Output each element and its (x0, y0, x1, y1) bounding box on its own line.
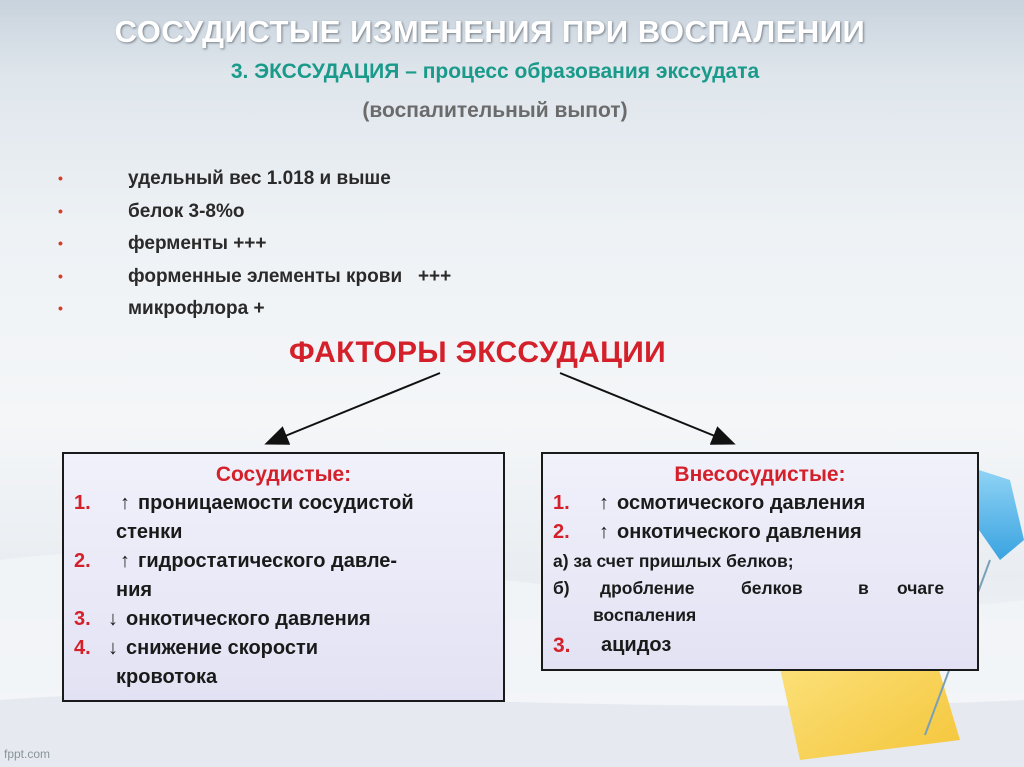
slide-subtitle: 3. ЭКССУДАЦИЯ – процесс образования экссудата (230, 60, 760, 83)
arrow-down-icon: ↓ (108, 637, 118, 659)
arrow-right (560, 373, 732, 443)
vascular-factors-box: Сосудистые: 1. ↑ проницаемости сосудистой стенки 2. ↑ гидростатического давле- ния 3. ↓ онкотического давления 4. ↓ снижение скорости кровотока (62, 452, 505, 702)
arrow-up-icon: ↑ (120, 550, 130, 572)
bullet-icon: • (58, 235, 63, 251)
vascular-title: Сосудистые: (215, 463, 352, 486)
bullet-icon: • (58, 170, 63, 186)
bullet-icon: • (58, 300, 63, 316)
bullet-icon: • (58, 267, 63, 284)
slide-title: СОСУДИСТЫЕ ИЗМЕНЕНИЯ ПРИ ВОСПАЛЕНИИ (114, 14, 866, 49)
watermark: fppt.com (4, 747, 51, 761)
arrow-up-icon: ↑ (599, 521, 609, 543)
arrow-up-icon: ↑ (120, 492, 130, 514)
arrow-left (268, 373, 440, 443)
bullet-icon: • (58, 202, 63, 219)
extravascular-title: Внесосудистые: (674, 463, 846, 486)
slide-subtitle-note: (воспалительный выпот) (362, 99, 628, 122)
extravascular-factors-box: Внесосудистые: 1. ↑ осмотического давления 2. ↑ онкотического давления а) за счет пришлых белков; б) дробление белков в очаге воспаления 3. ацидоз (541, 452, 979, 671)
arrow-up-icon: ↑ (599, 492, 609, 514)
factors-heading: ФАКТОРЫ ЭКССУДАЦИИ (289, 336, 667, 369)
arrow-down-icon: ↓ (108, 608, 118, 630)
